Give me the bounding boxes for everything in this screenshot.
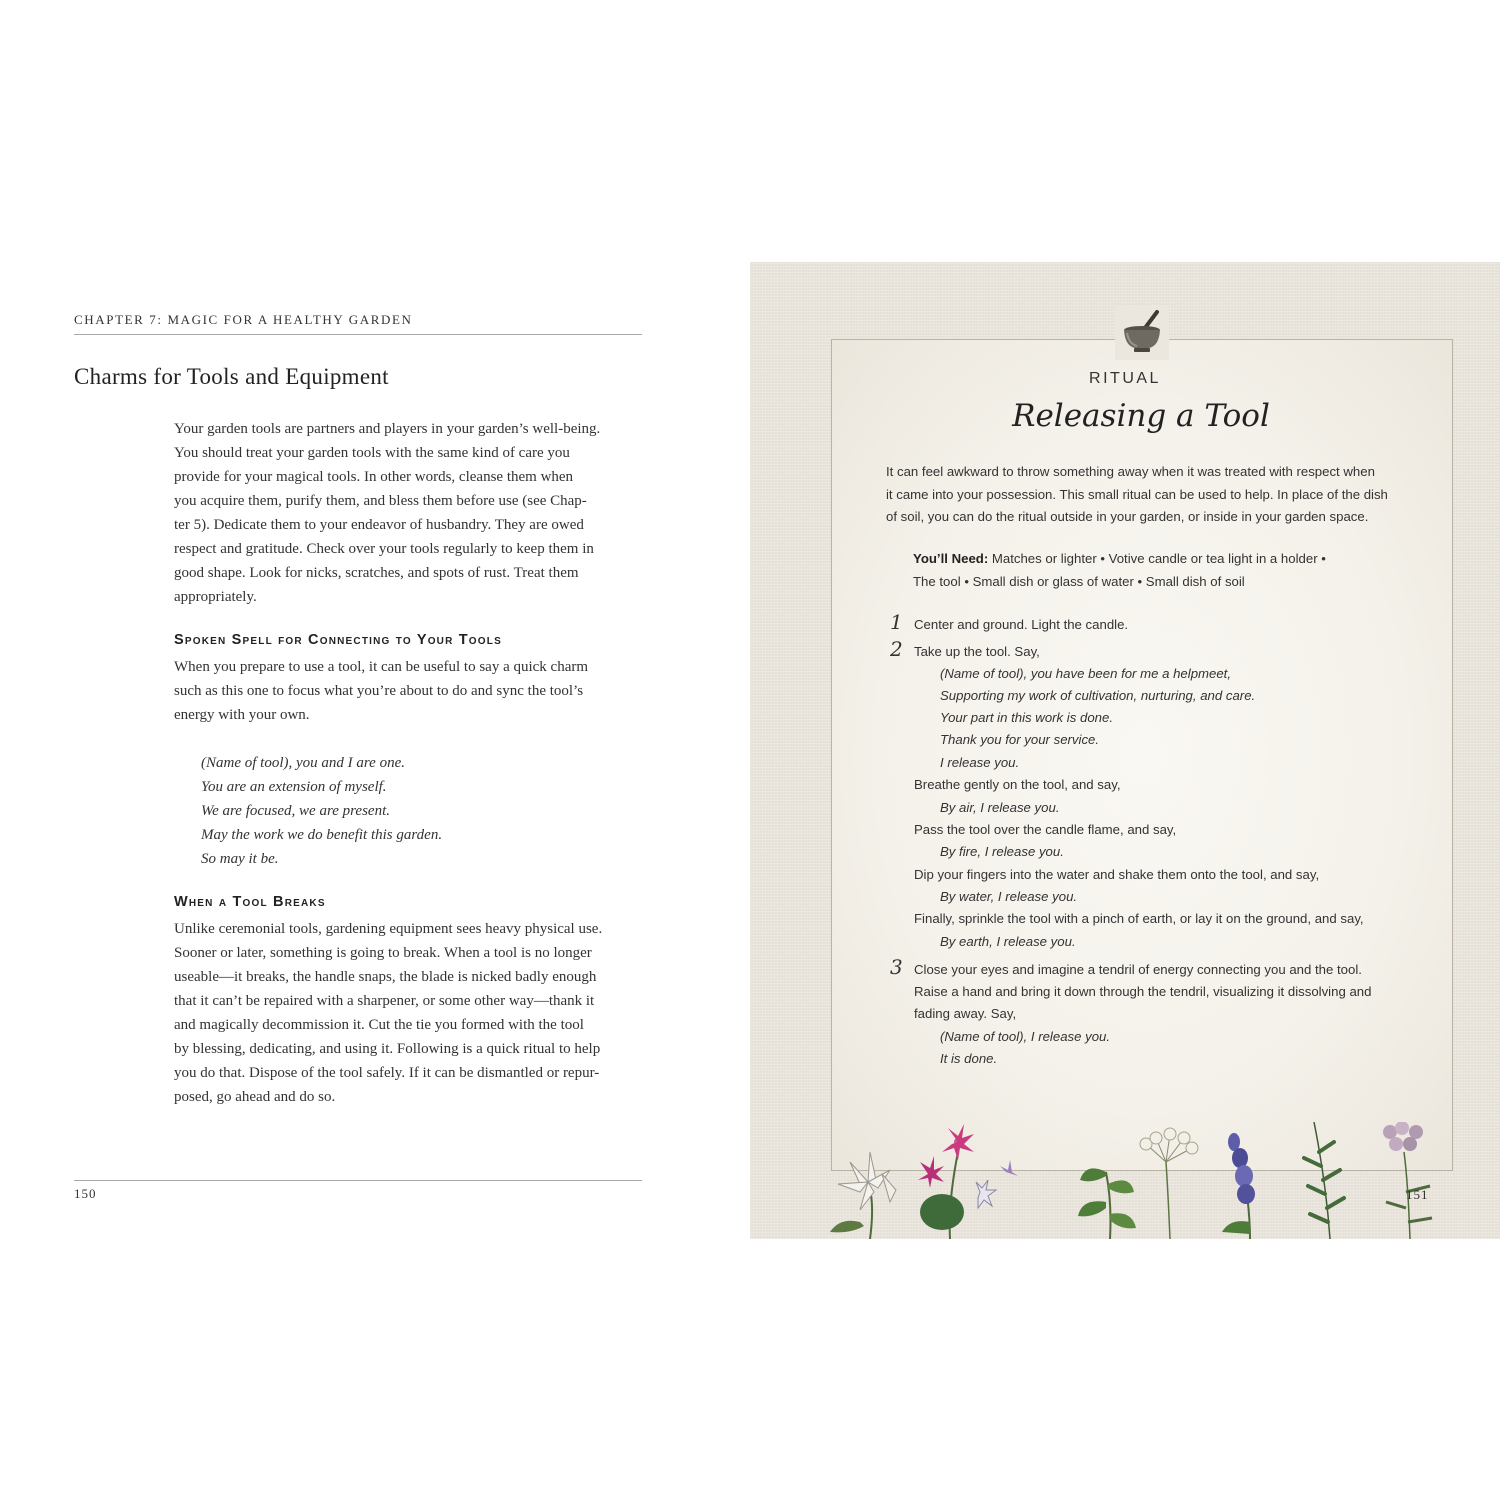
text-line: useable—it breaks, the handle snaps, the blade is nicked badly enough [174, 969, 597, 985]
text-line: It can feel awkward to throw something away when it was treated with respect when [886, 464, 1375, 479]
text-line: and magically decommission it. Cut the tie you formed with the tool [174, 1017, 584, 1033]
invocation-line: I release you. [940, 755, 1020, 770]
step-number: 1 [890, 610, 903, 634]
step-text: Dip your fingers into the water and shake them onto the tool, and say, [914, 867, 1320, 882]
ritual-label: RITUAL [1089, 370, 1161, 387]
invocation-line: (Name of tool), I release you. [940, 1029, 1111, 1044]
invocation-line: It is done. [940, 1051, 998, 1066]
intro-paragraph [174, 417, 640, 609]
botanical-illustration [830, 1122, 1470, 1239]
step-text: Take up the tool. Say, [914, 644, 1040, 659]
yarrow-illustration [1383, 1122, 1432, 1239]
umbel-flower-illustration [1140, 1128, 1198, 1239]
herb-leaf-illustration [1078, 1168, 1136, 1239]
footer-rule [74, 1180, 642, 1181]
charm-verse [201, 751, 442, 871]
tool-breaks-paragraph [174, 917, 640, 1109]
step-text: Pass the tool over the candle flame, and say, [914, 822, 1177, 837]
text-line: Unlike ceremonial tools, gardening equipment sees heavy physical use. [174, 921, 603, 937]
text-line: that it can’t be repaired with a sharpener, or some other way—thank it [174, 993, 595, 1009]
invocation-line: By earth, I release you. [940, 934, 1076, 949]
text-line: You should treat your garden tools with the same kind of care you [174, 445, 570, 461]
page-number-left: 150 [74, 1186, 97, 1201]
text-line: respect and gratitude. Check over your tools regularly to keep them in [174, 541, 594, 557]
lupine-illustration [1222, 1133, 1255, 1239]
page-title: Charms for Tools and Equipment [74, 364, 389, 389]
step-text: fading away. Say, [914, 1006, 1017, 1021]
running-head: CHAPTER 7: MAGIC FOR A HEALTHY GARDEN [74, 312, 413, 327]
mortar-pestle-icon [1115, 306, 1169, 360]
text-line: provide for your magical tools. In other words, cleanse them when [174, 469, 574, 485]
verse-line: May the work we do benefit this garden. [201, 827, 443, 843]
invocation-line: (Name of tool), you have been for me a helpmeet, [940, 666, 1232, 681]
text-line: good shape. Look for nicks, scratches, and spots of rust. Treat them [174, 565, 579, 581]
text-line: it came into your possession. This small ritual can be used to help. In place of the dish [886, 486, 1388, 502]
text-line: appropriately. [174, 589, 257, 605]
verse-line: (Name of tool), you and I are one. [201, 755, 405, 771]
spell-paragraph [174, 655, 640, 727]
text-line: ter 5). Dedicate them to your endeavor of husbandry. They are owed [174, 517, 584, 533]
invocation-line: By air, I release you. [940, 800, 1060, 815]
text-line: energy with your own. [174, 707, 310, 723]
pink-flower-illustration [918, 1124, 1018, 1239]
materials-line [913, 548, 1383, 571]
text-line: of soil, you can do the ritual outside in your garden, or inside in your garden space. [886, 509, 1369, 524]
verse-line: So may it be. [201, 851, 279, 867]
text-line: you acquire them, purify them, and bless them before use (see Chap- [174, 493, 587, 509]
step-text: Center and ground. Light the candle. [914, 617, 1129, 632]
text-line: Sooner or later, something is going to break. When a tool is no longer [174, 945, 592, 961]
step-number: 3 [890, 955, 903, 979]
text-line: by blessing, dedicating, and using it. Following is a quick ritual to help [174, 1041, 601, 1057]
lily-illustration [830, 1152, 896, 1239]
text-line: When you prepare to use a tool, it can be useful to say a quick charm [174, 659, 589, 675]
step-text: Raise a hand and bring it down through the tendril, visualizing it dissolving and [914, 984, 1372, 999]
invocation-line: By fire, I release you. [940, 844, 1064, 859]
materials-list [913, 548, 1383, 593]
right-page [750, 262, 1500, 1239]
text-line: posed, go ahead and do so. [174, 1089, 336, 1105]
step-text: Close your eyes and imagine a tendril of energy connecting you and the tool. [914, 962, 1362, 977]
subheading-spoken-spell: Spoken Spell for Connecting to Your Tools [174, 632, 502, 648]
step-number: 2 [890, 637, 903, 661]
invocation-line: Thank you for your service. [940, 732, 1100, 747]
text-line: such as this one to focus what you’re about to do and sync the tool’s [174, 683, 584, 699]
header-rule [74, 334, 642, 335]
text-line: Your garden tools are partners and players in your garden’s well-being. [174, 421, 601, 437]
materials-line: The tool • Small dish or glass of water • Small dish of soil [913, 573, 1245, 589]
fern-illustration [1304, 1122, 1344, 1239]
verse-line: We are focused, we are present. [201, 803, 390, 819]
invocation-line: Supporting my work of cultivation, nurturing, and care. [940, 688, 1256, 703]
subheading-tool-breaks: When a Tool Breaks [174, 894, 326, 910]
materials-text: Matches or lighter • Votive candle or tea light in a holder • [988, 551, 1326, 566]
invocation-line: Your part in this work is done. [940, 710, 1113, 725]
step-text: Finally, sprinkle the tool with a pinch of earth, or lay it on the ground, and say, [914, 911, 1364, 926]
page-number-right: 151 [1406, 1187, 1429, 1202]
invocation-line: By water, I release you. [940, 889, 1078, 904]
materials-label: You’ll Need: [913, 551, 989, 566]
left-page [0, 262, 750, 1239]
ritual-intro [886, 461, 1406, 529]
step-text: Breathe gently on the tool, and say, [914, 777, 1121, 792]
ritual-title: Releasing a Tool [1012, 398, 1270, 434]
verse-line: You are an extension of myself. [201, 779, 387, 795]
text-line: you do that. Dispose of the tool safely. If it can be dismantled or repur- [174, 1065, 600, 1081]
